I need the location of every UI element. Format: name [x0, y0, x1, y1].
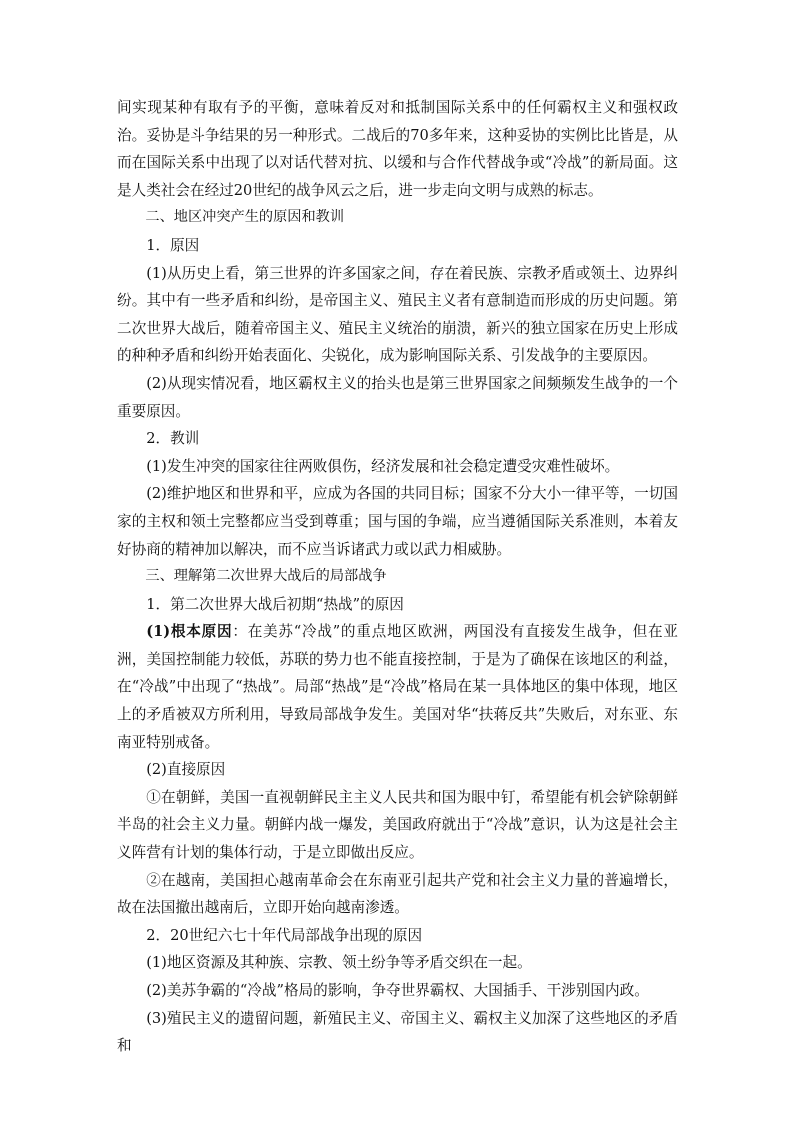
paragraph-lesson-1: (1)发生冲突的国家往往两败俱伤，经济发展和社会稳定遭受灾难性破坏。: [146, 457, 620, 475]
subheading-causes: 1．原因: [146, 236, 200, 254]
paragraph-realistic-cause: (2)从现实情况看，地区霸权主义的抬头也是第三世界国家之间频频发生战争的一个重要原因。: [117, 374, 678, 420]
root-cause-text: ：在美苏“冷战”的重点地区欧洲，两国没有直接发生战争，但在亚洲，美国控制能力较低，苏联的势力也不能直接控制，于是为了确保在该地区的利益，在“冷战”中出现了“热战”。局部“热战”是“冷战”格局在某一具体地区的集中体现，地区上的矛盾被双方所利用，导致局部战争发生。美国对华“扶蒋反共”失败后，对东亚、东南亚特别戒备。: [117, 623, 678, 751]
subheading-lessons: 2．教训: [146, 430, 200, 448]
paragraph-direct-cause: (2)直接原因: [146, 761, 226, 779]
subheading-hot-war-causes: 1．第二次世界大战后初期“热战”的原因: [146, 595, 404, 613]
section-heading-2: 二、地区冲突产生的原因和教训: [145, 209, 345, 226]
paragraph-korea: ①在朝鲜，美国一直视朝鲜民主主义人民共和国为眼中钉，希望能有机会铲除朝鲜半岛的社会主义力量。朝鲜内战一爆发，美国政府就出于“冷战”意识，认为这是社会主义阵营有计划的集体行动，于是立即做出反应。: [117, 788, 678, 862]
document-page: [117, 94, 678, 1060]
root-cause-label: (1)根本原因: [146, 623, 233, 641]
paragraph-cause-3: (3)殖民主义的遗留问题，新殖民主义、帝国主义、霸权主义加深了这些地区的矛盾和: [117, 1009, 678, 1055]
subheading-6070s-causes: 2．20世纪六七十年代局部战争出现的原因: [146, 926, 423, 944]
paragraph-cause-1: (1)地区资源及其种族、宗教、领土纷争等矛盾交织在一起。: [146, 954, 532, 972]
paragraph-historical-cause: (1)从历史上看，第三世界的许多国家之间，存在着民族、宗教矛盾或领土、边界纠纷。其中有一些矛盾和纠纷，是帝国主义、殖民主义者有意制造而形成的历史问题。第二次世界大战后，随着帝国主义、殖民主义统治的崩溃，新兴的独立国家在历史上形成的种种矛盾和纠纷开始表面化、尖锐化，成为影响国际关系、引发战争的主要原因。: [117, 264, 678, 365]
paragraph-cause-2: (2)美苏争霸的“冷战”格局的影响，争夺世界霸权、大国插手、干涉别国内政。: [146, 982, 649, 999]
paragraph-lesson-2: (2)维护地区和世界和平，应成为各国的共同目标；国家不分大小一律平等，一切国家的主权和领土完整都应当受到尊重；国与国的争端，应当遵循国际关系准则，本着友好协商的精神加以解决，而不应当诉诸武力或以武力相威胁。: [117, 485, 678, 558]
section-heading-3: 三、理解第二次世界大战后的局部战争: [145, 568, 387, 585]
paragraph-root-cause: [117, 618, 678, 756]
paragraph-vietnam: ②在越南，美国担心越南革命会在东南亚引起共产党和社会主义力量的普遍增长，故在法国撤出越南后，立即开始向越南渗透。: [117, 871, 678, 917]
paragraph-compromise: 间实现某种有取有予的平衡，意味着反对和抵制国际关系中的任何霸权主义和强权政治。妥协是斗争结果的另一种形式。二战后的70多年来，这种妥协的实例比比皆是，从而在国际关系中出现了以对话代替对抗、以缓和与合作代替战争或“冷战”的新局面。这是人类社会在经过20世纪的战争风云之后，进一步走向文明与成熟的标志。: [117, 99, 678, 199]
